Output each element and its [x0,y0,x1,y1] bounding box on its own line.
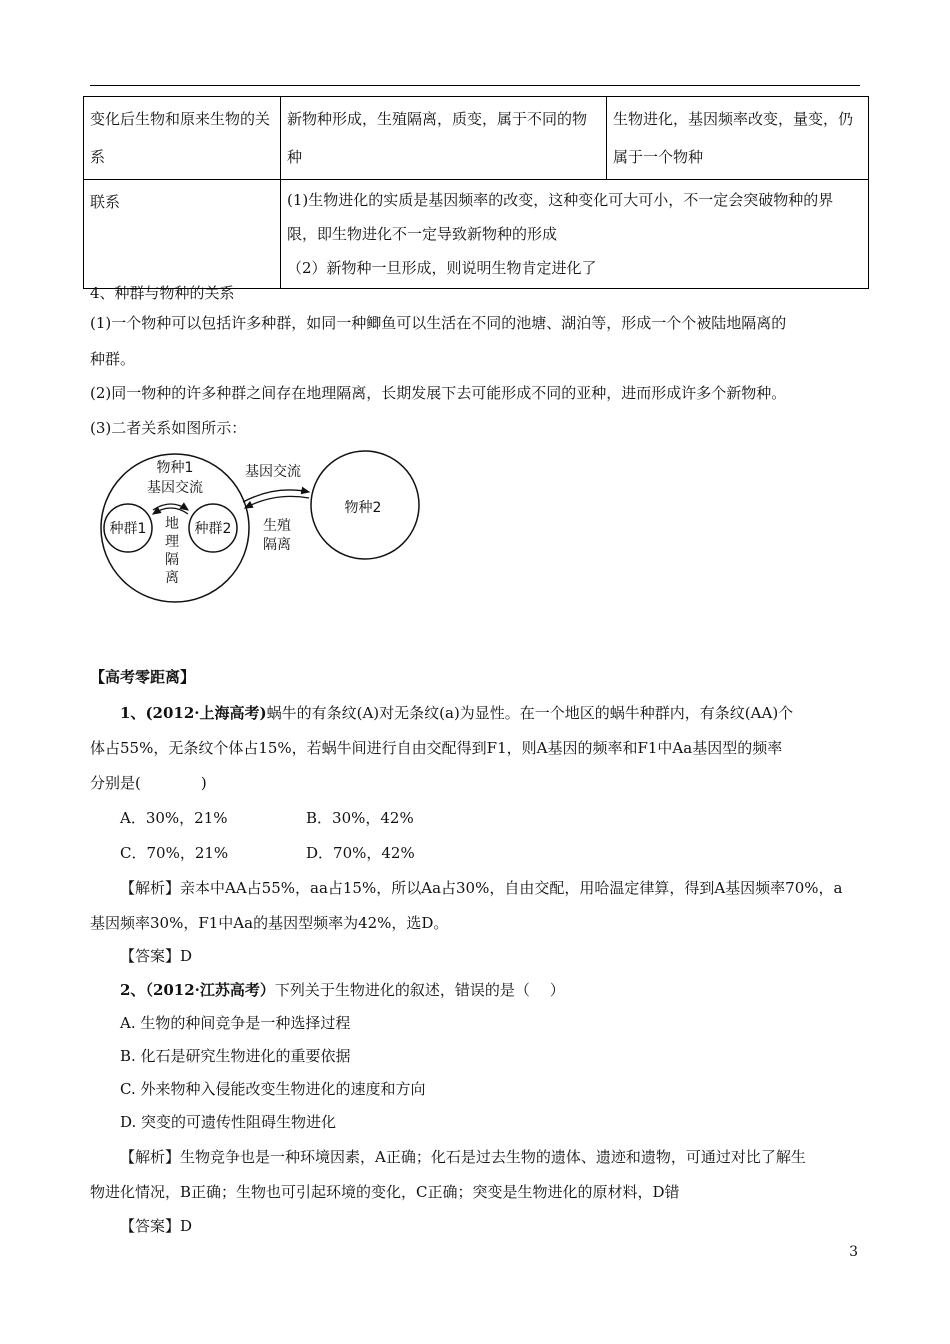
paragraph: 种群。 [90,350,136,368]
gene-flow-inner-label: 基因交流 [147,480,203,496]
question-text: 下列关于生物进化的叙述，错误的是（ ） [274,981,565,999]
population2-label: 种群2 [194,521,232,537]
species1-label: 物种1 [156,460,194,476]
option-b: B. 化石是研究生物进化的重要依据 [120,1047,351,1065]
question-text: 分别是( ) [90,774,207,792]
section-title: 4、种群与物种的关系 [90,284,235,302]
question-source: (2012·上海高考) [145,704,267,722]
table-cell: 新物种形成，生殖隔离，质变，属于不同的物种 [281,97,607,180]
arrow-icon [245,496,309,508]
analysis-text: 物进化情况，B正确；生物也可引起环境的变化，C正确；突变是生物进化的原材料，D错 [90,1183,680,1201]
paragraph: (3)二者关系如图所示： [90,419,247,437]
option-c: C．70%，21% [120,844,229,862]
option-d: D．70%，42% [306,844,415,862]
paragraph: (2)同一物种的许多种群之间存在地理隔离，长期发展下去可能形成不同的亚种，进而形成许多个新物种。 [90,384,787,402]
paragraph: (1)一个物种可以包括许多种群，如同一种鲫鱼可以生活在不同的池塘、湖泊等，形成一个个被陆地隔离的 [90,314,787,332]
question-source: （2012·江苏高考） [145,981,275,999]
question-text: 体占55%，无条纹个体占15%，若蜗牛间进行自由交配得到F1，则A基因的频率和F1中Aa基因型的频率 [90,739,783,757]
table-row [84,97,869,180]
analysis-text: 【解析】亲本中AA占55%，aa占15%，所以Aa占30%，自由交配，用哈温定律算，得到A基因频率70%，a [120,879,843,897]
header-rule [90,85,860,86]
answer-text: 【答案】D [120,1217,193,1235]
page-number: 3 [849,1244,858,1260]
gene-flow-outer-label: 基因交流 [245,464,301,480]
option-d: D. 突变的可遗传性阻碍生物进化 [120,1113,337,1131]
option-c: C. 外来物种入侵能改变生物进化的速度和方向 [120,1080,426,1098]
relation-point-2: （2）新物种一旦形成，则说明生物肯定进化了 [287,259,597,277]
population1-label: 种群1 [109,521,147,537]
geo-isolation-char: 地 [165,516,179,532]
arrow-icon [153,504,188,510]
option-a: A．30%，21% [120,809,228,827]
analysis-text: 基因频率30%，F1中Aa的基因型频率为42%，选D。 [90,914,449,932]
species2-label: 物种2 [344,500,382,516]
table-cell: 生物进化，基因频率改变，量变，仍属于一个物种 [607,97,869,180]
option-a: A. 生物的种间竞争是一种选择过程 [120,1014,351,1032]
repro-isolation-label: 生殖 [263,518,291,534]
table-cell [281,180,869,289]
repro-isolation-label: 隔离 [263,537,291,553]
arrow-icon [153,508,188,514]
table-cell: 联系 [84,180,281,289]
geo-isolation-char: 离 [165,570,179,586]
question-number: 1、 [120,704,146,722]
question-text: 蜗牛的有条纹(A)对无条纹(a)为显性。在一个地区的蜗牛种群内，有条纹(AA)个 [266,704,794,722]
option-b: B．30%，42% [306,809,414,827]
geo-isolation-char: 隔 [165,552,179,568]
comparison-table [83,96,869,289]
section-header: 【高考零距离】 [90,668,196,686]
table-cell: 变化后生物和原来生物的关系 [84,97,281,180]
relation-point-1: (1)生物进化的实质是基因频率的改变，这种变化可大可小，不一定会突破物种的界限，即生物进化不一定导致新物种的形成 [287,191,834,243]
question-1-stem [120,703,793,723]
analysis-text: 【解析】生物竞争也是一种环境因素，A正确；化石是过去生物的遗体、遗迹和遗物，可通过对比了解生 [120,1148,806,1166]
answer-text: 【答案】D [120,947,193,965]
species-population-diagram [95,450,425,610]
question-number: 2、 [120,981,146,999]
question-2-stem [120,980,565,1000]
geo-isolation-char: 理 [165,534,179,550]
arrow-icon [243,490,309,502]
table-row [84,180,869,289]
